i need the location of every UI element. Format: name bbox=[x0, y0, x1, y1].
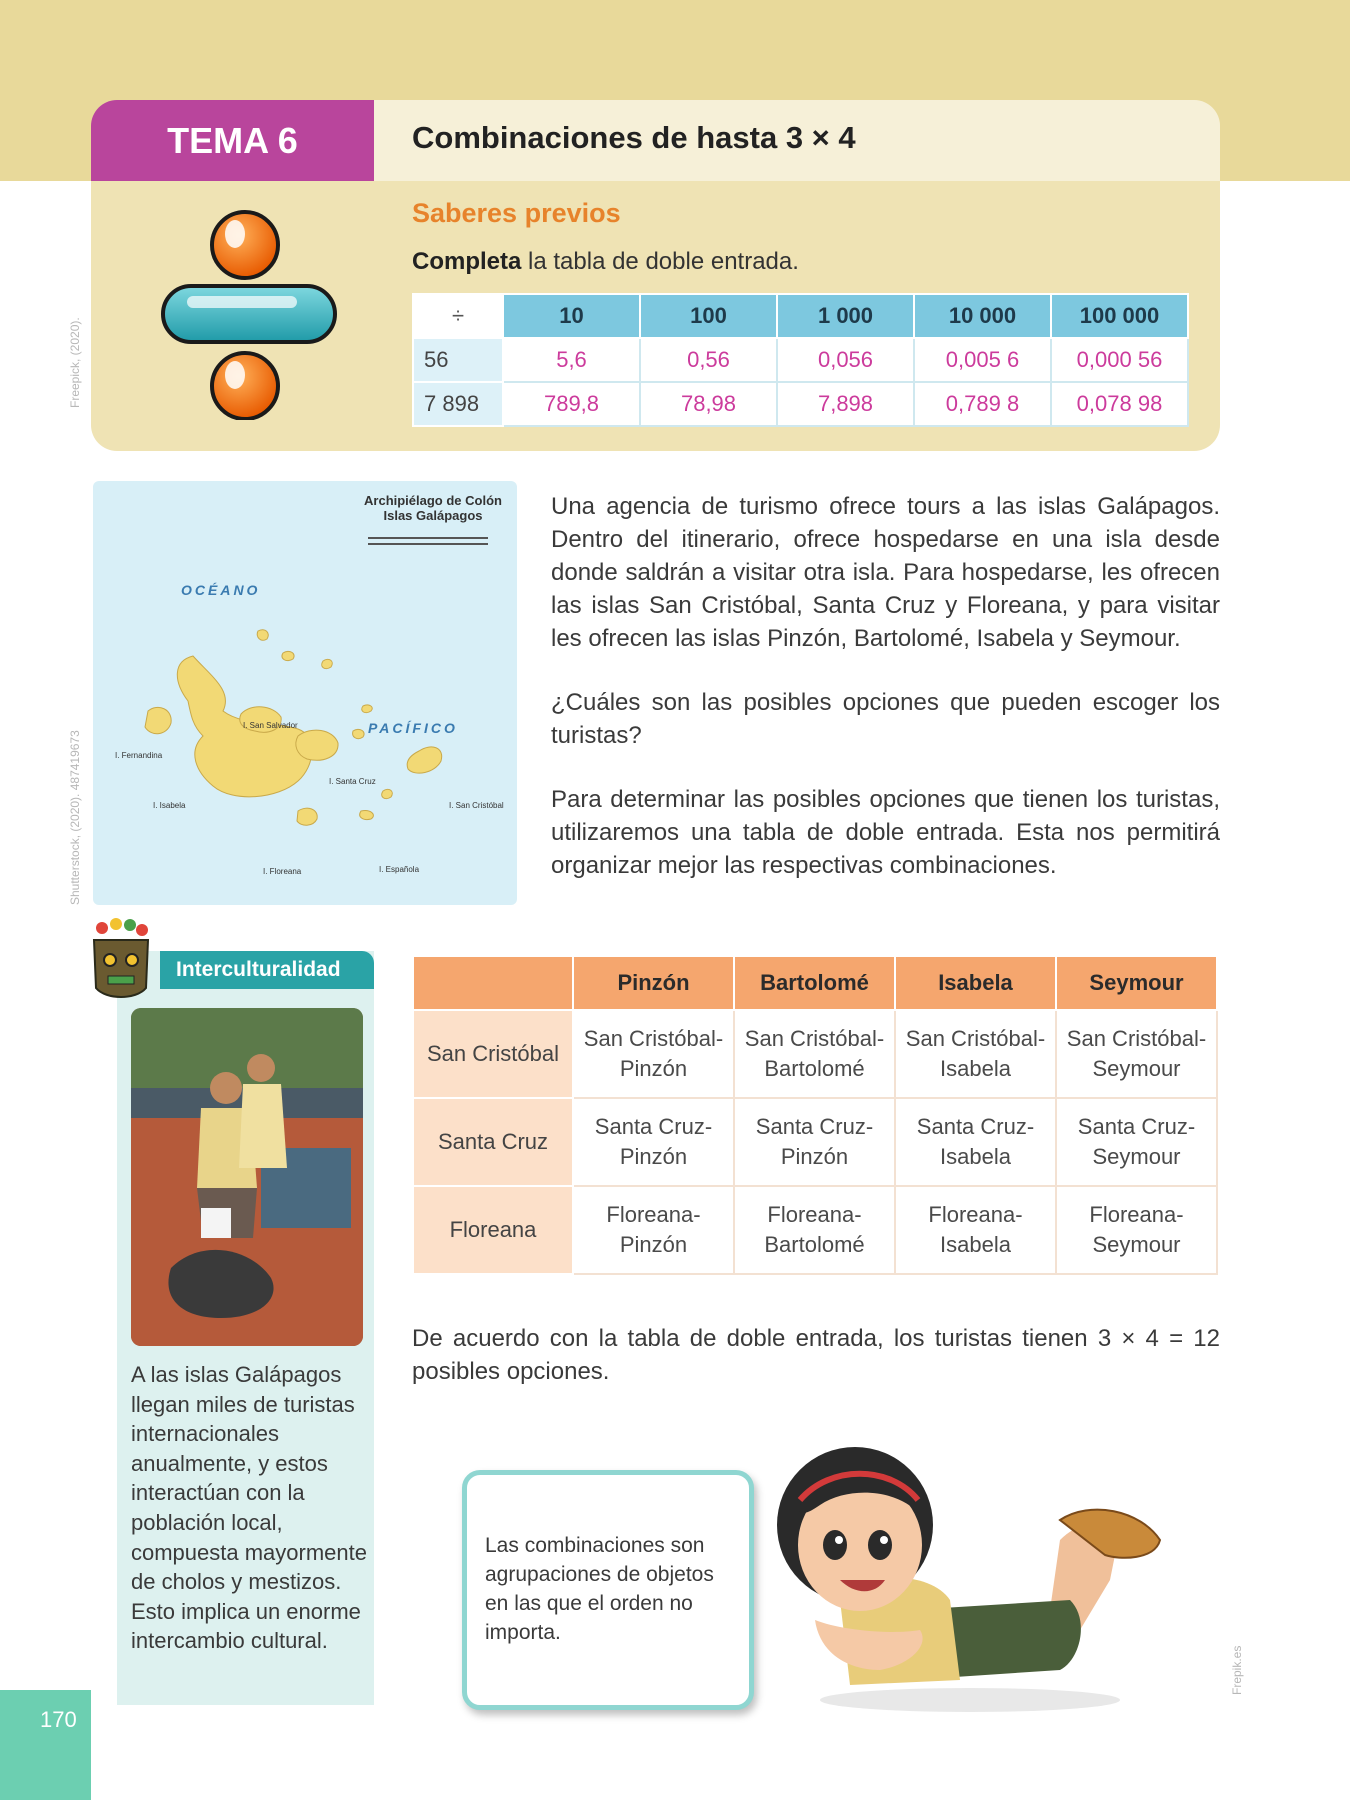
table-row bbox=[413, 1098, 1217, 1186]
column-header: 10 bbox=[503, 294, 640, 338]
island-floreana bbox=[297, 808, 317, 825]
combo-line: Seymour bbox=[1092, 1056, 1181, 1081]
combo-line: Seymour bbox=[1092, 1144, 1181, 1169]
note-text: Las combinaciones son agrupaciones de objetos en las que el orden no importa. bbox=[485, 1534, 714, 1644]
combinations-table bbox=[412, 955, 1218, 1275]
map-island-label: I. Española bbox=[379, 865, 420, 874]
island-small bbox=[382, 789, 393, 798]
girl-illustration bbox=[760, 1430, 1170, 1720]
combo-cell bbox=[895, 1098, 1056, 1186]
credit-shutterstock: Shutterstock, (2020). 487419673 bbox=[68, 730, 82, 905]
island-espanola bbox=[360, 811, 374, 820]
photo-illustration bbox=[131, 1008, 363, 1346]
definition-note bbox=[462, 1470, 754, 1710]
combo-line: Pinzón bbox=[780, 1144, 849, 1169]
combo-cell bbox=[895, 1010, 1056, 1098]
column-header: Isabela bbox=[895, 956, 1056, 1010]
combo-line: Isabela bbox=[940, 1232, 1011, 1257]
market-photo bbox=[131, 1008, 363, 1346]
column-header: 10 000 bbox=[914, 294, 1051, 338]
table-header-row bbox=[413, 294, 1188, 338]
map-island-label: I. Fernandina bbox=[115, 751, 163, 760]
combo-cell bbox=[734, 1010, 895, 1098]
instruction-bold: Completa bbox=[412, 248, 522, 275]
row-label: San Cristóbal bbox=[413, 1010, 573, 1098]
column-header: 1 000 bbox=[777, 294, 914, 338]
division-symbol-illustration bbox=[155, 210, 345, 420]
page-number: 170 bbox=[40, 1707, 77, 1732]
column-header: Bartolomé bbox=[734, 956, 895, 1010]
island-small bbox=[282, 651, 294, 660]
combo-line: San Cristóbal- bbox=[905, 1026, 1046, 1051]
interculturalidad-text: A las islas Galápagos llegan miles de turistas internacionales anualmente, y estos interactúan con la población local, compuesta mayormente de cholos y mestizos. Esto implica un enorme intercambio cultural. bbox=[131, 1362, 367, 1654]
page-title: Combinaciones de hasta 3 × 4 bbox=[412, 120, 856, 155]
answer-cell: 0,078 98 bbox=[1051, 382, 1188, 426]
combo-line: Santa Cruz- bbox=[1077, 1114, 1196, 1139]
combo-line: San Cristóbal- bbox=[583, 1026, 724, 1051]
combo-line: Santa Cruz- bbox=[916, 1114, 1035, 1139]
combo-cell bbox=[573, 1098, 734, 1186]
table-row bbox=[413, 382, 1188, 426]
combo-cell bbox=[1056, 1186, 1217, 1274]
answer-cell: 0,000 56 bbox=[1051, 338, 1188, 382]
combo-line: Santa Cruz- bbox=[594, 1114, 713, 1139]
answer-cell: 0,789 8 bbox=[914, 382, 1051, 426]
combo-cell bbox=[734, 1098, 895, 1186]
answer-cell: 0,005 6 bbox=[914, 338, 1051, 382]
column-header: 100 bbox=[640, 294, 777, 338]
combo-line: San Cristóbal- bbox=[744, 1026, 885, 1051]
map-island-label: I. Isabela bbox=[153, 801, 186, 810]
instruction-rest: la tabla de doble entrada. bbox=[521, 248, 799, 275]
island-fernandina bbox=[145, 707, 171, 733]
map-pacific-label: PACÍFICO bbox=[368, 720, 458, 736]
problem-paragraph: Una agencia de turismo ofrece tours a las islas Galápagos. Dentro del itinerario, ofrece hospedarse en una isla desde donde saldrán a visitar otra isla. Para hospedarse, les ofrecen las islas San Cristóbal, Santa Cruz y Floreana, y para visitar les ofrecen las islas Pinzón, Bartolomé, Isabela y Seymour. bbox=[551, 493, 1220, 652]
credit-freepick: Freepick, (2020). bbox=[68, 317, 82, 408]
combo-line: Floreana- bbox=[1089, 1202, 1184, 1227]
column-header: Seymour bbox=[1056, 956, 1217, 1010]
problem-question: ¿Cuáles son las posibles opciones que pueden escoger los turistas? bbox=[551, 689, 1220, 749]
instruction bbox=[412, 248, 799, 276]
row-label: 7 898 bbox=[413, 382, 503, 426]
mask-icon bbox=[86, 918, 156, 1004]
row-label: 56 bbox=[413, 338, 503, 382]
combo-cell bbox=[1056, 1098, 1217, 1186]
conclusion-text: De acuerdo con la tabla de doble entrada, los turistas tienen 3 × 4 = 12 posibles opciones. bbox=[412, 1325, 1220, 1385]
row-label: Santa Cruz bbox=[413, 1098, 573, 1186]
combo-cell bbox=[734, 1186, 895, 1274]
combo-line: San Cristóbal- bbox=[1066, 1026, 1207, 1051]
interculturalidad-label: Interculturalidad bbox=[160, 951, 374, 989]
table-row bbox=[413, 1186, 1217, 1274]
answer-cell: 789,8 bbox=[503, 382, 640, 426]
map-title-line2: Islas Galápagos bbox=[383, 508, 483, 523]
row-label: Floreana bbox=[413, 1186, 573, 1274]
table-header-row bbox=[413, 956, 1217, 1010]
credit-frepik: Frepik.es bbox=[1230, 1645, 1244, 1695]
combo-cell bbox=[573, 1186, 734, 1274]
table-row bbox=[413, 1010, 1217, 1098]
corner-cell bbox=[413, 956, 573, 1010]
combo-line: Pinzón bbox=[619, 1144, 688, 1169]
combo-cell bbox=[895, 1186, 1056, 1274]
answer-cell: 0,056 bbox=[777, 338, 914, 382]
tema-label: TEMA 6 bbox=[91, 100, 374, 181]
island-small bbox=[362, 705, 373, 713]
map-title-line1: Archipiélago de Colón bbox=[364, 493, 502, 508]
answer-cell: 0,56 bbox=[640, 338, 777, 382]
answer-cell: 78,98 bbox=[640, 382, 777, 426]
combo-cell bbox=[1056, 1010, 1217, 1098]
combo-line: Isabela bbox=[940, 1144, 1011, 1169]
page-number-tab bbox=[0, 1690, 91, 1800]
column-header: 100 000 bbox=[1051, 294, 1188, 338]
island-santa-cruz bbox=[296, 730, 338, 760]
combo-line: Santa Cruz- bbox=[755, 1114, 874, 1139]
island-small bbox=[353, 729, 364, 738]
combo-line: Pinzón bbox=[619, 1056, 688, 1081]
combo-line: Floreana- bbox=[767, 1202, 862, 1227]
answer-cell: 5,6 bbox=[503, 338, 640, 382]
island-small bbox=[257, 630, 268, 641]
map-island-label: I. Floreana bbox=[263, 867, 302, 876]
islands-shapes bbox=[93, 481, 517, 905]
map-island-label: I. San Cristóbal bbox=[449, 801, 504, 810]
division-table bbox=[412, 293, 1189, 427]
combo-cell bbox=[573, 1010, 734, 1098]
galapagos-map bbox=[93, 481, 517, 905]
combo-line: Floreana- bbox=[606, 1202, 701, 1227]
combo-line: Isabela bbox=[940, 1056, 1011, 1081]
combo-line: Pinzón bbox=[619, 1232, 688, 1257]
column-header: Pinzón bbox=[573, 956, 734, 1010]
combo-line: Bartolomé bbox=[764, 1056, 865, 1081]
map-island-label: I. San Salvador bbox=[243, 721, 298, 730]
operator-cell: ÷ bbox=[413, 294, 503, 338]
section-subtitle: Saberes previos bbox=[412, 198, 621, 228]
map-ocean-label: OCÉANO bbox=[181, 582, 261, 598]
table-row bbox=[413, 338, 1188, 382]
island-san-cristobal bbox=[407, 747, 441, 773]
answer-cell: 7,898 bbox=[777, 382, 914, 426]
combo-line: Floreana- bbox=[928, 1202, 1023, 1227]
combo-line: Seymour bbox=[1092, 1232, 1181, 1257]
problem-method: Para determinar las posibles opciones que tienen los turistas, utilizaremos una tabla de doble entrada. Esta nos permitirá organizar mejor las respectivas combinaciones. bbox=[551, 786, 1220, 879]
island-small bbox=[322, 659, 333, 668]
combo-line: Bartolomé bbox=[764, 1232, 865, 1257]
map-island-label: I. Santa Cruz bbox=[329, 777, 376, 786]
